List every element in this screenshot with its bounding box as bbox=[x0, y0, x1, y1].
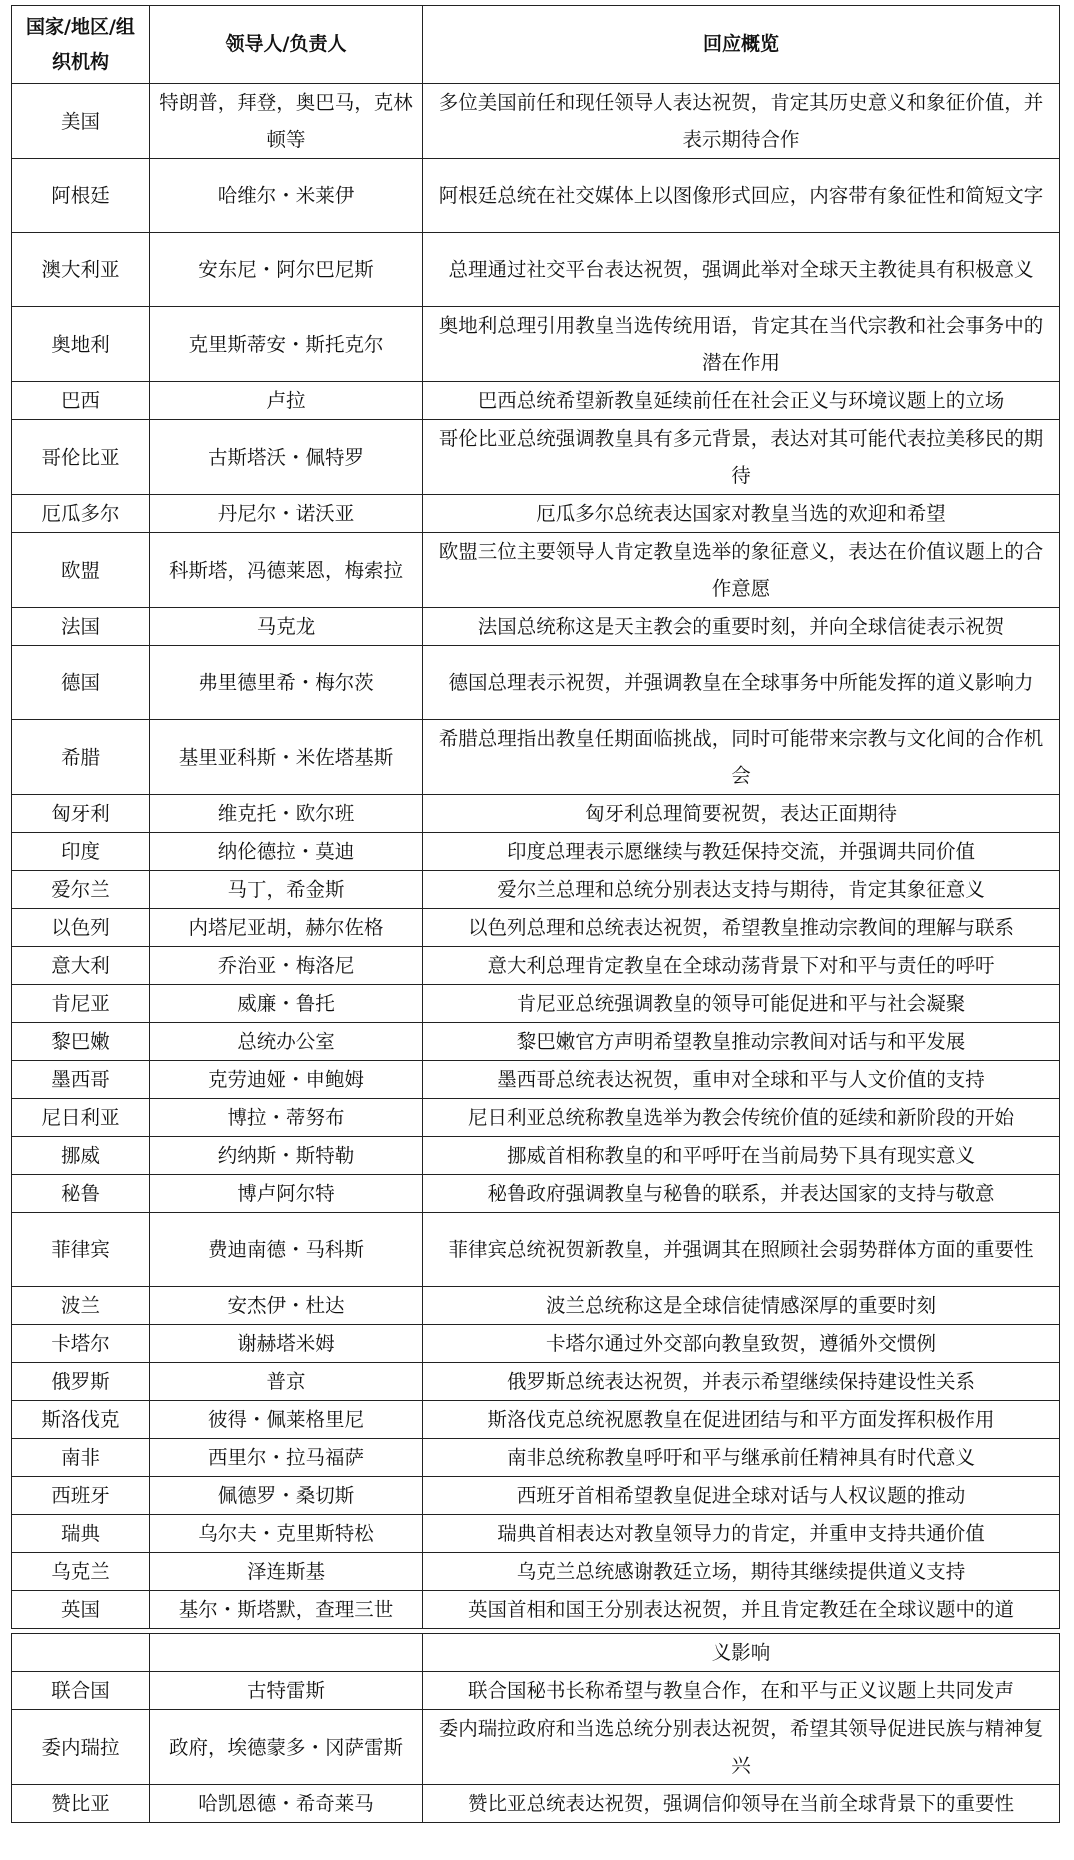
cell-country: 厄瓜多尔 bbox=[12, 495, 150, 533]
cell-summary: 黎巴嫩官方声明希望教皇推动宗教间对话与和平发展 bbox=[423, 1023, 1060, 1061]
cell-summary: 英国首相和国王分别表达祝贺，并且肯定教廷在全球议题中的道 bbox=[423, 1591, 1060, 1629]
cell-summary: 德国总理表示祝贺，并强调教皇在全球事务中所能发挥的道义影响力 bbox=[423, 646, 1060, 720]
cell-summary: 厄瓜多尔总统表达国家对教皇当选的欢迎和希望 bbox=[423, 495, 1060, 533]
cell-summary: 瑞典首相表达对教皇领导力的肯定，并重申支持共通价值 bbox=[423, 1515, 1060, 1553]
table-row bbox=[12, 1023, 1060, 1061]
cell-summary: 意大利总理肯定教皇在全球动荡背景下对和平与责任的呼吁 bbox=[423, 947, 1060, 985]
cell-summary: 联合国秘书长称希望与教皇合作，在和平与正义议题上共同发声 bbox=[423, 1672, 1060, 1710]
cell-leader: 马克龙 bbox=[150, 608, 423, 646]
cell-summary: 多位美国前任和现任领导人表达祝贺，肯定其历史意义和象征价值，并表示期待合作 bbox=[423, 84, 1060, 159]
cell-country: 法国 bbox=[12, 608, 150, 646]
cell-country: 巴西 bbox=[12, 382, 150, 420]
cell-leader: 维克托・欧尔班 bbox=[150, 795, 423, 833]
cell-leader: 总统办公室 bbox=[150, 1023, 423, 1061]
cell-summary: 肯尼亚总统强调教皇的领导可能促进和平与社会凝聚 bbox=[423, 985, 1060, 1023]
cell-country: 尼日利亚 bbox=[12, 1099, 150, 1137]
table-row bbox=[12, 1634, 1060, 1672]
cell-summary: 哥伦比亚总统强调教皇具有多元背景，表达对其可能代表拉美移民的期待 bbox=[423, 420, 1060, 495]
cell-country: 南非 bbox=[12, 1439, 150, 1477]
cell-country: 爱尔兰 bbox=[12, 871, 150, 909]
table-row bbox=[12, 1061, 1060, 1099]
cell-summary: 挪威首相称教皇的和平呼吁在当前局势下具有现实意义 bbox=[423, 1137, 1060, 1175]
cell-summary: 菲律宾总统祝贺新教皇，并强调其在照顾社会弱势群体方面的重要性 bbox=[423, 1213, 1060, 1287]
table-row bbox=[12, 871, 1060, 909]
cell-summary: 奥地利总理引用教皇当选传统用语，肯定其在当代宗教和社会事务中的潜在作用 bbox=[423, 307, 1060, 382]
cell-country: 肯尼亚 bbox=[12, 985, 150, 1023]
cell-summary: 乌克兰总统感谢教廷立场，期待其继续提供道义支持 bbox=[423, 1553, 1060, 1591]
cell-summary: 以色列总理和总统表达祝贺，希望教皇推动宗教间的理解与联系 bbox=[423, 909, 1060, 947]
cell-summary: 俄罗斯总统表达祝贺，并表示希望继续保持建设性关系 bbox=[423, 1363, 1060, 1401]
cell-country: 挪威 bbox=[12, 1137, 150, 1175]
cell-leader: 哈凯恩德・希奇莱马 bbox=[150, 1785, 423, 1823]
cell-country: 俄罗斯 bbox=[12, 1363, 150, 1401]
cell-leader: 佩德罗・桑切斯 bbox=[150, 1477, 423, 1515]
cell-leader: 乔治亚・梅洛尼 bbox=[150, 947, 423, 985]
cell-leader: 西里尔・拉马福萨 bbox=[150, 1439, 423, 1477]
cell-summary: 斯洛伐克总统祝愿教皇在促进团结与和平方面发挥积极作用 bbox=[423, 1401, 1060, 1439]
cell-country: 英国 bbox=[12, 1591, 150, 1629]
cell-leader: 乌尔夫・克里斯特松 bbox=[150, 1515, 423, 1553]
cell-summary: 阿根廷总统在社交媒体上以图像形式回应，内容带有象征性和简短文字 bbox=[423, 159, 1060, 233]
cell-leader: 谢赫塔米姆 bbox=[150, 1325, 423, 1363]
cell-leader: 内塔尼亚胡，赫尔佐格 bbox=[150, 909, 423, 947]
cell-leader: 泽连斯基 bbox=[150, 1553, 423, 1591]
table-row bbox=[12, 947, 1060, 985]
cell-summary: 秘鲁政府强调教皇与秘鲁的联系，并表达国家的支持与敬意 bbox=[423, 1175, 1060, 1213]
cell-country: 秘鲁 bbox=[12, 1175, 150, 1213]
cell-leader: 安东尼・阿尔巴尼斯 bbox=[150, 233, 423, 307]
table-header-row bbox=[12, 6, 1060, 84]
cell-country: 菲律宾 bbox=[12, 1213, 150, 1287]
table-row bbox=[12, 720, 1060, 795]
cell-leader: 威廉・鲁托 bbox=[150, 985, 423, 1023]
cell-country: 波兰 bbox=[12, 1287, 150, 1325]
cell-summary: 爱尔兰总理和总统分别表达支持与期待，肯定其象征意义 bbox=[423, 871, 1060, 909]
table-row bbox=[12, 84, 1060, 159]
cell-leader: 古特雷斯 bbox=[150, 1672, 423, 1710]
table-row bbox=[12, 1515, 1060, 1553]
cell-country: 奥地利 bbox=[12, 307, 150, 382]
table-row bbox=[12, 833, 1060, 871]
cell-country: 印度 bbox=[12, 833, 150, 871]
cell-summary: 西班牙首相希望教皇促进全球对话与人权议题的推动 bbox=[423, 1477, 1060, 1515]
cell-country: 委内瑞拉 bbox=[12, 1710, 150, 1785]
table-row bbox=[12, 1710, 1060, 1785]
table-row bbox=[12, 533, 1060, 608]
table-row bbox=[12, 159, 1060, 233]
document-page bbox=[11, 5, 1059, 1823]
table-row bbox=[12, 420, 1060, 495]
cell-country: 以色列 bbox=[12, 909, 150, 947]
cell-leader: 彼得・佩莱格里尼 bbox=[150, 1401, 423, 1439]
cell-leader: 哈维尔・米莱伊 bbox=[150, 159, 423, 233]
cell-leader: 丹尼尔・诺沃亚 bbox=[150, 495, 423, 533]
table-row bbox=[12, 795, 1060, 833]
responses-table bbox=[11, 5, 1060, 1823]
table-row bbox=[12, 1325, 1060, 1363]
cell-country: 黎巴嫩 bbox=[12, 1023, 150, 1061]
cell-summary: 法国总统称这是天主教会的重要时刻，并向全球信徒表示祝贺 bbox=[423, 608, 1060, 646]
cell-country: 意大利 bbox=[12, 947, 150, 985]
cell-country: 西班牙 bbox=[12, 1477, 150, 1515]
cell-country: 斯洛伐克 bbox=[12, 1401, 150, 1439]
cell-leader: 基里亚科斯・米佐塔基斯 bbox=[150, 720, 423, 795]
cell-leader: 费迪南德・马科斯 bbox=[150, 1213, 423, 1287]
cell-summary: 卡塔尔通过外交部向教皇致贺，遵循外交惯例 bbox=[423, 1325, 1060, 1363]
cell-country: 阿根廷 bbox=[12, 159, 150, 233]
table-row bbox=[12, 1137, 1060, 1175]
table-row bbox=[12, 646, 1060, 720]
cell-country: 联合国 bbox=[12, 1672, 150, 1710]
table-row bbox=[12, 307, 1060, 382]
table-row bbox=[12, 985, 1060, 1023]
cell-summary: 赞比亚总统表达祝贺，强调信仰领导在当前全球背景下的重要性 bbox=[423, 1785, 1060, 1823]
cell-country: 卡塔尔 bbox=[12, 1325, 150, 1363]
cell-leader: 安杰伊・杜达 bbox=[150, 1287, 423, 1325]
table-row bbox=[12, 233, 1060, 307]
cell-leader: 纳伦德拉・莫迪 bbox=[150, 833, 423, 871]
cell-summary: 欧盟三位主要领导人肯定教皇选举的象征意义，表达在价值议题上的合作意愿 bbox=[423, 533, 1060, 608]
table-row bbox=[12, 1477, 1060, 1515]
cell-summary: 波兰总统称这是全球信徒情感深厚的重要时刻 bbox=[423, 1287, 1060, 1325]
cell-country: 澳大利亚 bbox=[12, 233, 150, 307]
cell-summary: 印度总理表示愿继续与教廷保持交流，并强调共同价值 bbox=[423, 833, 1060, 871]
table-row bbox=[12, 1363, 1060, 1401]
cell-summary: 南非总统称教皇呼吁和平与继承前任精神具有时代意义 bbox=[423, 1439, 1060, 1477]
table-row bbox=[12, 1785, 1060, 1823]
cell-summary: 墨西哥总统表达祝贺，重申对全球和平与人文价值的支持 bbox=[423, 1061, 1060, 1099]
table-row bbox=[12, 1099, 1060, 1137]
table-row bbox=[12, 1175, 1060, 1213]
cell-summary: 委内瑞拉政府和当选总统分别表达祝贺，希望其领导促进民族与精神复兴 bbox=[423, 1710, 1060, 1785]
cell-country: 瑞典 bbox=[12, 1515, 150, 1553]
table-row bbox=[12, 1672, 1060, 1710]
table-row bbox=[12, 1591, 1060, 1629]
header-summary: 回应概览 bbox=[423, 6, 1060, 84]
cell-leader: 古斯塔沃・佩特罗 bbox=[150, 420, 423, 495]
cell-leader: 科斯塔，冯德莱恩，梅索拉 bbox=[150, 533, 423, 608]
cell-leader: 政府，埃德蒙多・冈萨雷斯 bbox=[150, 1710, 423, 1785]
cell-leader: 基尔・斯塔默，查理三世 bbox=[150, 1591, 423, 1629]
cell-summary: 匈牙利总理简要祝贺，表达正面期待 bbox=[423, 795, 1060, 833]
cell-leader: 约纳斯・斯特勒 bbox=[150, 1137, 423, 1175]
cell-country: 欧盟 bbox=[12, 533, 150, 608]
cell-summary: 总理通过社交平台表达祝贺，强调此举对全球天主教徒具有积极意义 bbox=[423, 233, 1060, 307]
cell-country: 匈牙利 bbox=[12, 795, 150, 833]
cell-summary: 尼日利亚总统称教皇选举为教会传统价值的延续和新阶段的开始 bbox=[423, 1099, 1060, 1137]
cell-leader: 普京 bbox=[150, 1363, 423, 1401]
table-row bbox=[12, 1553, 1060, 1591]
cell-leader: 弗里德里希・梅尔茨 bbox=[150, 646, 423, 720]
table-row bbox=[12, 495, 1060, 533]
cell-country: 美国 bbox=[12, 84, 150, 159]
table-row bbox=[12, 1287, 1060, 1325]
cell-country bbox=[12, 1634, 150, 1672]
cell-country: 德国 bbox=[12, 646, 150, 720]
table-row bbox=[12, 1213, 1060, 1287]
table-row bbox=[12, 608, 1060, 646]
cell-country: 乌克兰 bbox=[12, 1553, 150, 1591]
cell-country: 哥伦比亚 bbox=[12, 420, 150, 495]
cell-summary: 义影响 bbox=[423, 1634, 1060, 1672]
cell-country: 墨西哥 bbox=[12, 1061, 150, 1099]
cell-leader: 博卢阿尔特 bbox=[150, 1175, 423, 1213]
table-row bbox=[12, 1439, 1060, 1477]
cell-leader: 马丁，希金斯 bbox=[150, 871, 423, 909]
cell-leader: 克劳迪娅・申鲍姆 bbox=[150, 1061, 423, 1099]
cell-leader: 卢拉 bbox=[150, 382, 423, 420]
header-country: 国家/地区/组织机构 bbox=[12, 6, 150, 84]
cell-country: 赞比亚 bbox=[12, 1785, 150, 1823]
cell-summary: 巴西总统希望新教皇延续前任在社会正义与环境议题上的立场 bbox=[423, 382, 1060, 420]
cell-leader: 博拉・蒂努布 bbox=[150, 1099, 423, 1137]
table-row bbox=[12, 1401, 1060, 1439]
cell-country: 希腊 bbox=[12, 720, 150, 795]
cell-leader bbox=[150, 1634, 423, 1672]
table-row bbox=[12, 909, 1060, 947]
cell-summary: 希腊总理指出教皇任期面临挑战，同时可能带来宗教与文化间的合作机会 bbox=[423, 720, 1060, 795]
cell-leader: 特朗普，拜登，奥巴马，克林顿等 bbox=[150, 84, 423, 159]
header-leader: 领导人/负责人 bbox=[150, 6, 423, 84]
table-row bbox=[12, 382, 1060, 420]
cell-leader: 克里斯蒂安・斯托克尔 bbox=[150, 307, 423, 382]
